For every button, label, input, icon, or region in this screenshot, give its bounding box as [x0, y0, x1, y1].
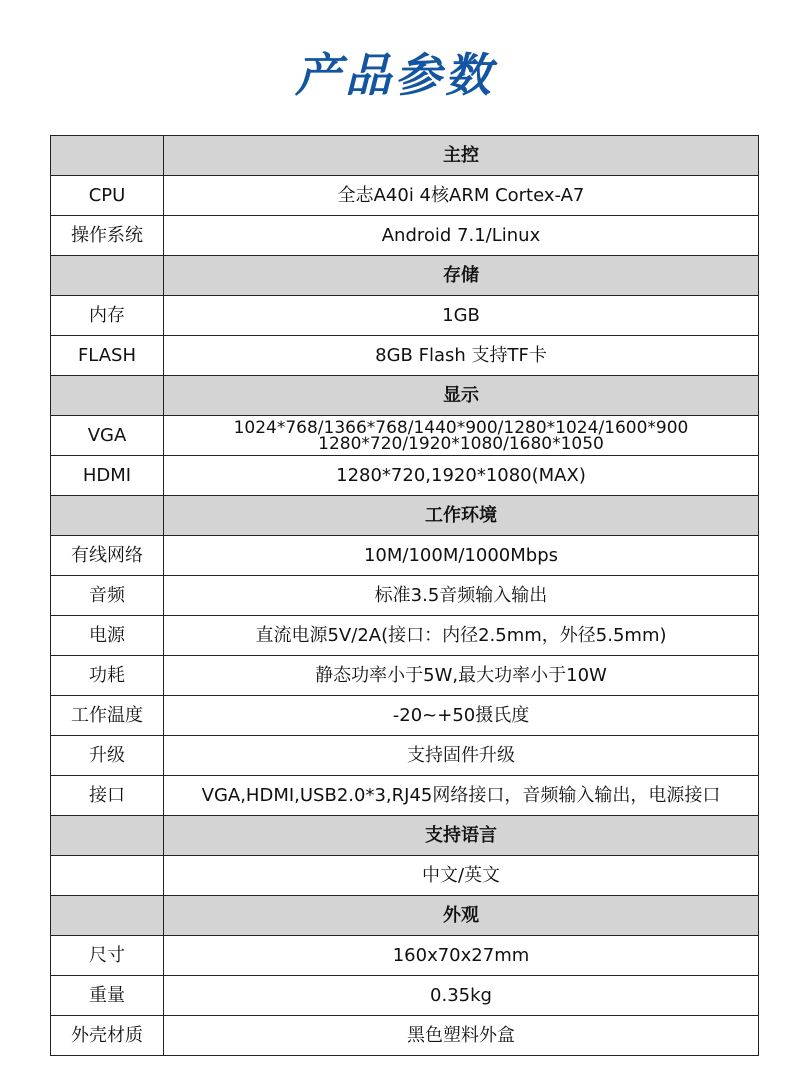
section-title-display: 显示: [164, 376, 759, 416]
row-label-flash: FLASH: [51, 336, 164, 376]
section-row-display: [51, 376, 759, 416]
row-label-shell: 外壳材质: [51, 1016, 164, 1056]
row-label-vga: VGA: [51, 416, 164, 456]
table-row-memory: [51, 296, 759, 336]
row-label-interface: 接口: [51, 776, 164, 816]
row-value-temperature: -20~+50摄氏度: [164, 696, 759, 736]
row-value-audio: 标准3.5音频输入输出: [164, 576, 759, 616]
table-row-shell: [51, 1016, 759, 1056]
table-row-cpu: [51, 176, 759, 216]
table-row-flash: [51, 336, 759, 376]
section-title-storage: 存储: [164, 256, 759, 296]
table-row-weight: [51, 976, 759, 1016]
table-row-os: [51, 216, 759, 256]
row-value-vga: [164, 416, 759, 456]
vga-resolutions-line-2: 1280*720/1920*1080/1680*1050: [318, 433, 604, 454]
row-value-network: 10M/100M/1000Mbps: [164, 536, 759, 576]
row-label-os: 操作系统: [51, 216, 164, 256]
table-row-upgrade: [51, 736, 759, 776]
row-label-network: 有线网络: [51, 536, 164, 576]
table-row-temperature: [51, 696, 759, 736]
row-value-memory: 1GB: [164, 296, 759, 336]
row-value-os: Android 7.1/Linux: [164, 216, 759, 256]
table-row-interface: [51, 776, 759, 816]
section-row-storage: [51, 256, 759, 296]
section-row-language: [51, 816, 759, 856]
row-label-weight: 重量: [51, 976, 164, 1016]
row-label-hdmi: HDMI: [51, 456, 164, 496]
row-label-cpu: CPU: [51, 176, 164, 216]
row-value-size: 160x70x27mm: [164, 936, 759, 976]
section-label-cell: [51, 376, 164, 416]
table-row-power: [51, 616, 759, 656]
table-row-consumption: [51, 656, 759, 696]
row-value-weight: 0.35kg: [164, 976, 759, 1016]
table-row-audio: [51, 576, 759, 616]
section-title-language: 支持语言: [164, 816, 759, 856]
row-value-language: 中文/英文: [164, 856, 759, 896]
section-row-environment: [51, 496, 759, 536]
row-value-shell: 黑色塑料外盒: [164, 1016, 759, 1056]
section-row-appearance: [51, 896, 759, 936]
section-label-cell: [51, 816, 164, 856]
row-label-size: 尺寸: [51, 936, 164, 976]
table-row-hdmi: [51, 456, 759, 496]
row-value-consumption: 静态功率小于5W,最大功率小于10W: [164, 656, 759, 696]
table-row-language: [51, 856, 759, 896]
row-value-hdmi: 1280*720,1920*1080(MAX): [164, 456, 759, 496]
row-value-upgrade: 支持固件升级: [164, 736, 759, 776]
row-label-upgrade: 升级: [51, 736, 164, 776]
row-label-consumption: 功耗: [51, 656, 164, 696]
row-value-flash: 8GB Flash 支持TF卡: [164, 336, 759, 376]
row-label-temperature: 工作温度: [51, 696, 164, 736]
section-label-cell: [51, 896, 164, 936]
section-label-cell: [51, 496, 164, 536]
section-title-environment: 工作环境: [164, 496, 759, 536]
section-label-cell: [51, 136, 164, 176]
row-value-cpu: 全志A40i 4核ARM Cortex-A7: [164, 176, 759, 216]
row-value-interface: VGA,HDMI,USB2.0*3,RJ45网络接口，音频输入输出，电源接口: [164, 776, 759, 816]
section-title-appearance: 外观: [164, 896, 759, 936]
row-label-audio: 音频: [51, 576, 164, 616]
vga-resolutions-line-1: 1024*768/1366*768/1440*900/1280*1024/1600*900: [233, 417, 689, 438]
page-title: 产品参数: [295, 48, 495, 102]
section-title-main-control: 主控: [164, 136, 759, 176]
table-row-vga: [51, 416, 759, 456]
spec-table: [50, 135, 759, 1056]
row-value-power: 直流电源5V/2A(接口：内径2.5mm，外径5.5mm): [164, 616, 759, 656]
row-label-language: [51, 856, 164, 896]
row-label-memory: 内存: [51, 296, 164, 336]
table-row-network: [51, 536, 759, 576]
section-label-cell: [51, 256, 164, 296]
row-label-power: 电源: [51, 616, 164, 656]
section-row-main-control: [51, 136, 759, 176]
table-row-size: [51, 936, 759, 976]
